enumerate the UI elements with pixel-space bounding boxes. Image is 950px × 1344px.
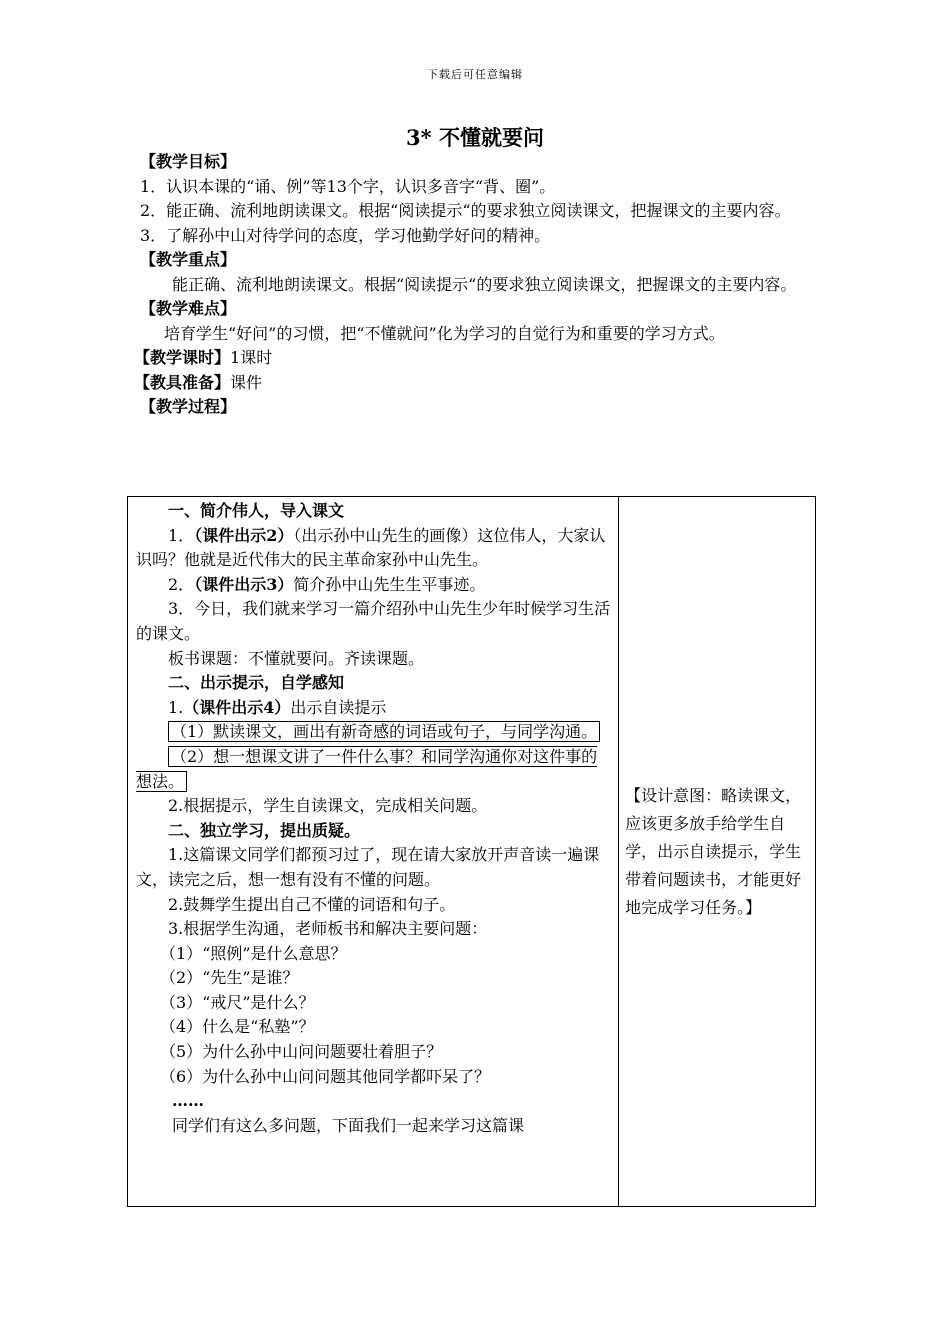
hours-line [134,346,820,371]
section-title: 二、独立学习，提出质疑。 [168,820,361,840]
key-points-heading: 【教学重点】 [140,250,237,269]
reading-prompt: （2）想一想课文讲了一件什么事？和同学沟通你对这件事的想法。 [136,746,598,791]
process-step: 2．（课件出示3）简介孙中山先生生平事迹。 [168,574,486,594]
goals-heading: 【教学目标】 [140,152,237,171]
table-row [128,497,816,1207]
goal-item: 2．能正确、流利地朗读课文。根据“阅读提示“的要求独立阅读课文，把握课文的主要内容。 [140,201,791,220]
hours-heading: 【教学课时】 [134,348,231,367]
design-intent-cell [619,497,816,1207]
hours-value: 1课时 [230,348,273,367]
question-item: （4）什么是“私塾”？ [160,1017,315,1037]
difficulties-text: 培育学生“好问”的习惯，把“不懂就问”化为学习的自觉行为和重要的学习方式。 [164,323,725,343]
process-step: 3.根据学生沟通，老师板书和解决主要问题： [168,919,488,939]
design-intent-note: 【设计意图：略读课文，应该更多放手给学生自学，出示自读提示，学生带着问题读书，才能更好地完成学习任务。】 [625,785,802,917]
process-step: 3．今日，我们就来学习一篇介绍孙中山先生少年时候学习生活的课文。 [136,599,611,643]
question-item: （5）为什么孙中山问问题要壮着胆子？ [160,1042,443,1062]
materials-line [134,371,820,396]
lesson-intro [134,150,820,420]
difficulties-heading: 【教学难点】 [140,299,237,318]
materials-heading: 【教具准备】 [134,372,231,392]
key-points-text: 能正确、流利地朗读课文。根据“阅读提示“的要求独立阅读课文，把握课文的主要内容。 [172,274,797,294]
process-step: 2.根据提示，学生自读课文，完成相关问题。 [168,796,488,816]
process-step: 1．（课件出示2）（出示孙中山先生的画像）这位伟人，大家认识吗？他就是近代伟大的民主革命家孙中山先生。 [136,525,606,570]
process-main-cell [128,497,619,1207]
process-table [127,496,816,1207]
process-step: 板书课题：不懂就要问。齐读课题。 [168,648,425,668]
question-item: （6）为什么孙中山问问题其他同学都吓呆了？ [160,1066,491,1086]
process-heading: 【教学过程】 [140,397,237,416]
reading-prompt: （1）默读课文，画出有新奇感的词语或句子，与同学沟通。 [136,720,610,745]
process-step: 1.（课件出示4）出示自读提示 [168,697,387,717]
question-item: （2）“先生”是谁？ [160,968,299,988]
process-step: 1.这篇课文同学们都预习过了，现在请大家放开声音读一遍课文，读完之后，想一想有没有不懂的问题。 [136,845,600,889]
ellipsis: …… [172,1091,204,1111]
closing-text: 同学们有这么多问题，下面我们一起来学习这篇课 [172,1115,525,1135]
page-header: 下载后可任意编辑 [427,68,523,81]
section-title: 二、出示提示，自学感知 [168,673,345,693]
materials-value: 课件 [230,372,263,392]
process-step: 2.鼓舞学生提出自己不懂的词语和句子。 [168,894,456,914]
goal-item: 1．认识本课的“诵、例”等13个字，认识多音字“背、圈”。 [140,176,556,196]
question-item: （1）“照例”是什么意思？ [160,943,347,963]
goal-item: 3．了解孙中山对待学问的态度，学习他勤学好问的精神。 [140,225,551,245]
lesson-title: 3* 不懂就要问 [406,125,544,150]
section-title: 一、简介伟人，导入课文 [168,501,345,520]
question-item: （3）“戒尺”是什么？ [160,992,315,1012]
